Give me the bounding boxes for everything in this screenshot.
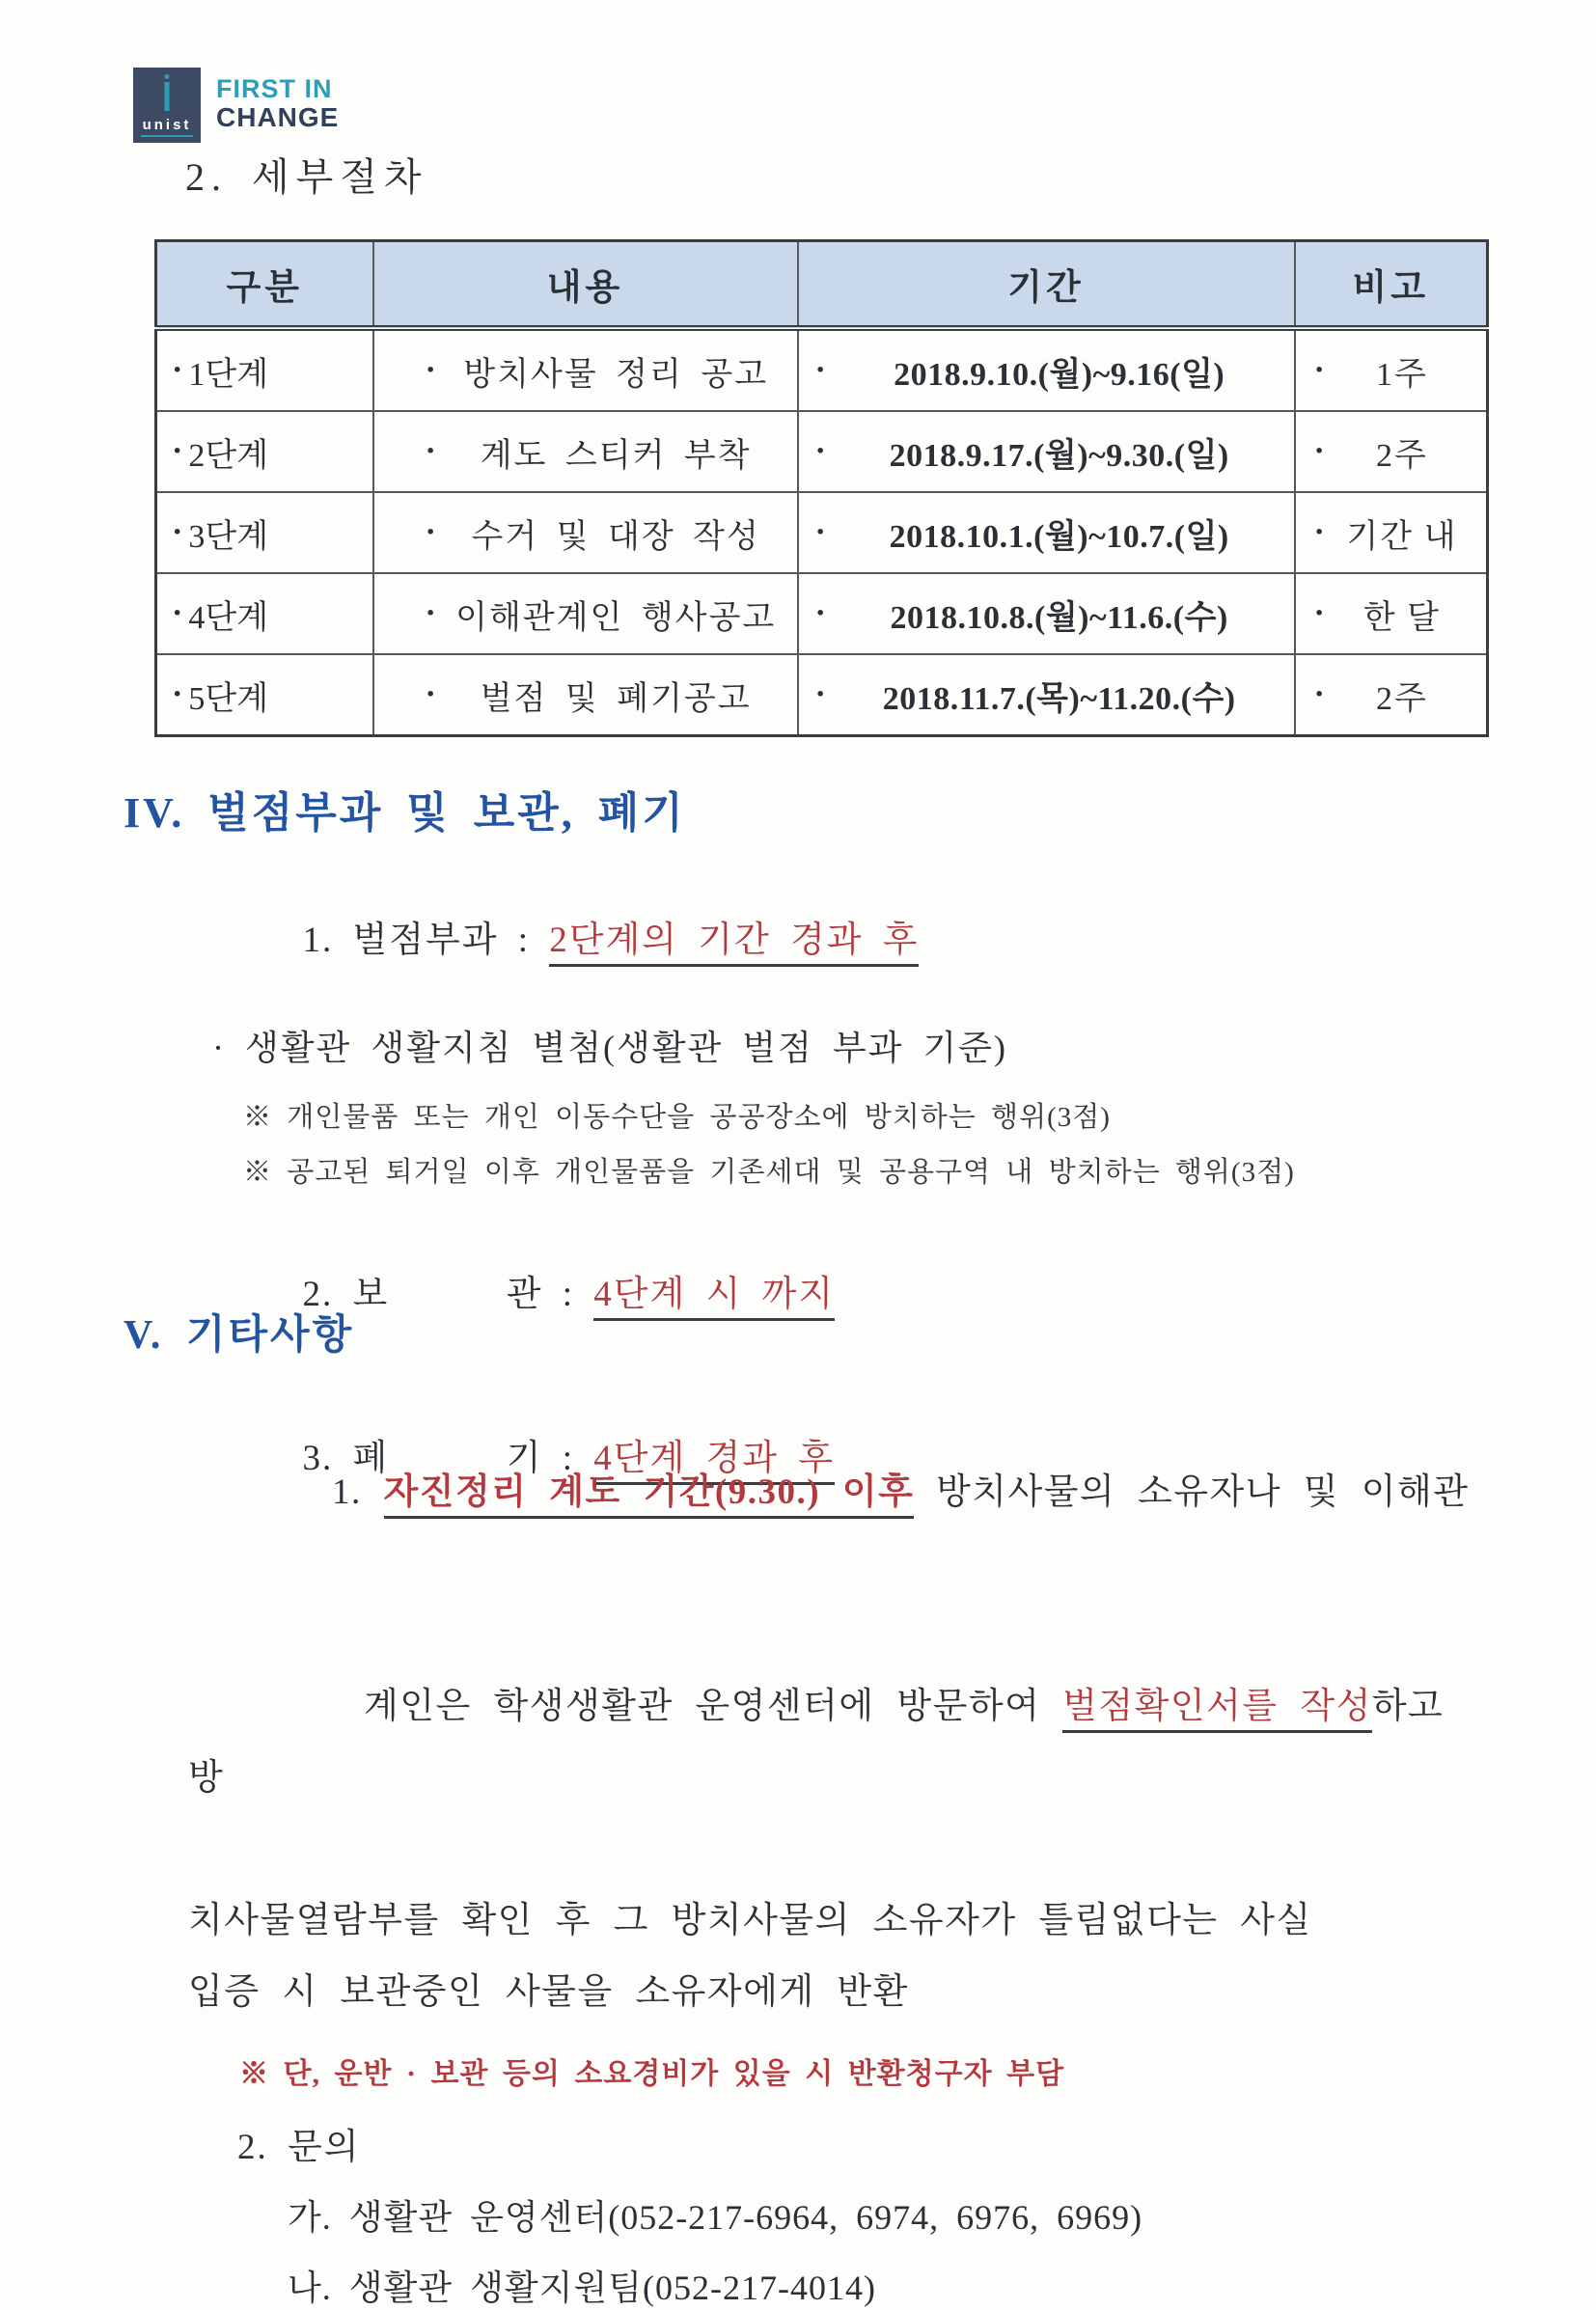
content-cell: 방치사물 정리 공고 — [463, 356, 769, 393]
disposal-label: 3. 폐 기 : — [302, 1439, 594, 1478]
table-header-row — [156, 241, 1488, 329]
content-cell: 계도 스티커 부착 — [480, 437, 752, 474]
stage-cell: 3단계 — [188, 518, 269, 555]
penalty-form-highlight: 벌점확인서를 작성 — [1062, 1687, 1372, 1733]
period-cell: 2018.11.7.(목)~11.20.(수) — [882, 680, 1236, 717]
paragraph-line: 치사물열람부를 확인 후 그 방치사물의 소유자가 틀림없다는 사실 — [188, 1901, 1312, 1940]
period-cell: 2018.9.10.(월)~9.16(일) — [894, 356, 1225, 393]
stage-cell: 5단계 — [188, 680, 269, 717]
col-header-content: 내용 — [373, 241, 798, 329]
paragraph-text: 하고 방 — [188, 1687, 1467, 1798]
remark-cell: 한 달 — [1362, 599, 1442, 636]
bullet-icon: · — [1313, 433, 1325, 469]
remark-cell: 2주 — [1375, 680, 1428, 717]
table-row — [156, 654, 1488, 736]
paragraph-text: 방치사물의 소유자나 및 이해관 — [914, 1472, 1470, 1512]
unist-tagline — [216, 68, 339, 132]
table-row — [156, 411, 1488, 492]
content-cell: 벌점 및 폐기공고 — [480, 680, 752, 717]
remark-cell: 2주 — [1375, 437, 1428, 474]
bullet-icon: · — [172, 676, 183, 712]
remark-cell: 기간 내 — [1346, 518, 1458, 555]
section-5-title: V. 기타사항 — [124, 1313, 355, 1358]
stage-cell: 2단계 — [188, 437, 269, 474]
unist-logo-mark — [133, 68, 201, 143]
period-cell: 2018.10.1.(월)~10.7.(일) — [889, 518, 1229, 555]
bullet-icon: · — [1313, 676, 1325, 712]
unist-logo — [133, 68, 339, 143]
storage-label: 2. 보 관 : — [302, 1275, 594, 1314]
penalty-ref-note-2: ※ 공고된 퇴거일 이후 개인물품을 기존세대 및 공용구역 내 방치하는 행위(3점) — [243, 1157, 1295, 1188]
bullet-icon: · — [172, 514, 183, 550]
period-cell: 2018.10.8.(월)~11.6.(수) — [890, 599, 1228, 636]
cost-burden-note: ※ 단, 운반 · 보관 등의 소요경비가 있을 시 반환청구자 부담 — [239, 2058, 1065, 2090]
col-header-category: 구분 — [156, 241, 373, 329]
bullet-icon: · — [1313, 595, 1325, 631]
paragraph-number: 1. — [332, 1472, 384, 1512]
bullet-icon: · — [172, 595, 183, 631]
bullet-icon: · — [425, 433, 436, 469]
period-cell: 2018.9.17.(월)~9.30.(일) — [889, 437, 1229, 474]
paragraph-line: 입증 시 보관중인 사물을 소유자에게 반환 — [188, 1972, 909, 2012]
contact-support-team: 나. 생활관 생활지원팀(052-217-4014) — [288, 2269, 876, 2307]
bullet-icon: · — [425, 352, 436, 388]
penalty-value-highlight: 2단계의 기간 경과 후 — [549, 921, 919, 967]
bullet-icon: · — [1313, 514, 1325, 550]
stage-cell: 4단계 — [188, 599, 269, 636]
detail-procedure-heading: 2. 세부절차 — [185, 155, 428, 199]
bullet-icon: · — [425, 676, 436, 712]
bullet-icon: · — [814, 514, 826, 550]
unist-i-dot-icon — [165, 74, 170, 79]
unist-i-bar-icon — [165, 82, 170, 111]
disposal-value-highlight: 4단계 경과 후 — [593, 1439, 835, 1485]
inquiry-item: 2. 문의 — [237, 2128, 361, 2167]
grace-period-highlight: 자진정리 계도 기간(9.30.) 이후 — [384, 1472, 915, 1519]
paragraph-line — [188, 1600, 1494, 1885]
bullet-icon: · — [425, 514, 436, 550]
bullet-icon: · — [814, 352, 826, 388]
storage-value-highlight: 4단계 시 까지 — [593, 1275, 835, 1321]
col-header-remark: 비고 — [1295, 241, 1488, 329]
other-matters-paragraph — [124, 1386, 1494, 2028]
paragraph-text: 계인은 학생생활관 운영센터에 방문하여 — [364, 1687, 1063, 1726]
section-other-matters — [124, 1303, 1494, 2310]
bullet-icon: · — [814, 676, 826, 712]
table-row — [156, 328, 1488, 411]
unist-i-icon — [165, 74, 170, 111]
penalty-item — [185, 868, 1494, 1004]
penalty-label: 1. 벌점부과 : — [302, 921, 550, 960]
penalty-ref-note-1: ※ 개인물품 또는 개인 이동수단을 공공장소에 방치하는 행위(3점) — [243, 1102, 1111, 1133]
col-header-period: 기간 — [798, 241, 1295, 329]
bullet-icon: · — [172, 352, 183, 388]
bullet-icon: · — [172, 433, 183, 469]
section-4-title: IV. 벌점부과 및 보관, 폐기 — [124, 789, 686, 837]
bullet-icon: · — [425, 595, 436, 631]
procedure-table — [154, 239, 1489, 737]
stage-cell: 1단계 — [188, 356, 269, 393]
unist-logo-rule — [141, 135, 193, 137]
remark-cell: 1주 — [1375, 356, 1428, 393]
bullet-icon: · — [1313, 352, 1325, 388]
tagline-change: CHANGE — [216, 102, 340, 133]
contact-operation-center: 가. 생활관 운영센터(052-217-6964, 6974, 6976, 6969) — [288, 2198, 1143, 2237]
table-row — [156, 492, 1488, 573]
table-row — [156, 573, 1488, 654]
content-cell: 이해관계인 행사공고 — [455, 599, 777, 636]
tagline-first-in: FIRST IN — [216, 74, 333, 103]
content-cell: 수거 및 대장 작성 — [471, 518, 760, 555]
unist-wordmark: unist — [142, 117, 192, 133]
bullet-icon: · — [814, 595, 826, 631]
penalty-sub-bullet: · 생활관 생활지침 별첨(생활관 벌점 부과 기준) — [212, 1029, 1007, 1067]
bullet-icon: · — [814, 433, 826, 469]
paragraph-line — [156, 1386, 1494, 1600]
